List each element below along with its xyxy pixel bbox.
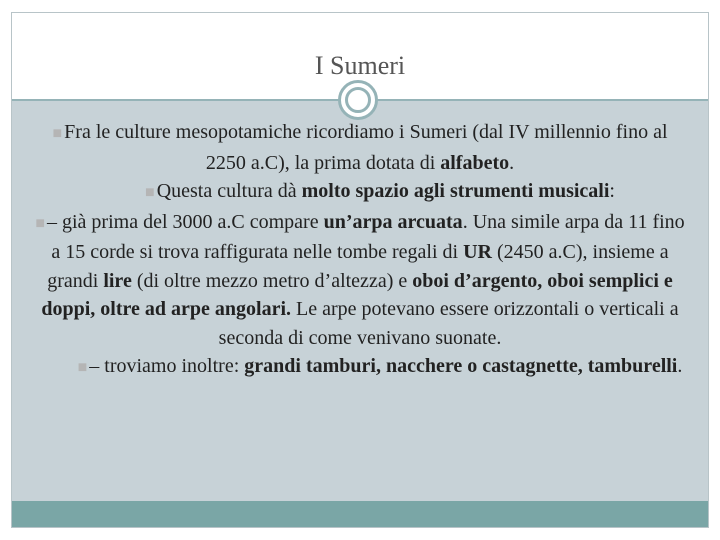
text-run: : [609, 180, 615, 202]
bullet-icon: ■ [77, 359, 88, 376]
bullet-paragraph-1 [30, 118, 690, 177]
divider-circle-ornament [338, 80, 378, 120]
bold-run: grandi tamburi, nacchere o castagnette, tamburelli [244, 355, 678, 377]
bullet-paragraph-4 [30, 352, 690, 383]
bullet-paragraph-3 [30, 208, 690, 353]
bold-run: un’arpa arcuata [323, 210, 463, 233]
text-run: – troviamo inoltre: [89, 355, 245, 377]
bold-run: alfabeto [440, 151, 510, 174]
text-run: Questa cultura dà [156, 180, 302, 202]
text-run: – già prima del 3000 a.C compare [47, 210, 324, 233]
bold-run: lire [103, 269, 132, 292]
bullet-icon: ■ [52, 125, 63, 142]
bold-run: oboi d’argento, oboi semplici e doppi, oltre ad arpe angolari. [41, 269, 673, 320]
slide-body [30, 118, 690, 383]
text-run: . [677, 355, 683, 377]
text-run: . Una simile arpa da 11 fino a 15 corde si trova raffigurata nelle tombe regali di [51, 210, 685, 263]
footer-bar [12, 501, 708, 527]
bullet-paragraph-2 [30, 177, 690, 208]
slide-title: I Sumeri [314, 51, 406, 80]
bullet-icon: ■ [35, 214, 45, 232]
text-run: Le arpe potevano essere orizzontali o verticali a seconda di come venivano suonate. [218, 298, 679, 349]
bold-run: molto spazio agli strumenti musicali [301, 180, 610, 202]
text-run: . [509, 151, 515, 174]
text-run: (di oltre mezzo metro d’altezza) e [131, 269, 413, 292]
bullet-icon: ■ [145, 184, 155, 201]
text-run: (2450 a.C), insieme a grandi [47, 241, 669, 292]
bold-run: UR [463, 241, 492, 263]
text-run: Fra le culture mesopotamiche ricordiamo i Sumeri (dal IV millennio fino al 2250 a.C), la prima dotata di [64, 121, 668, 174]
